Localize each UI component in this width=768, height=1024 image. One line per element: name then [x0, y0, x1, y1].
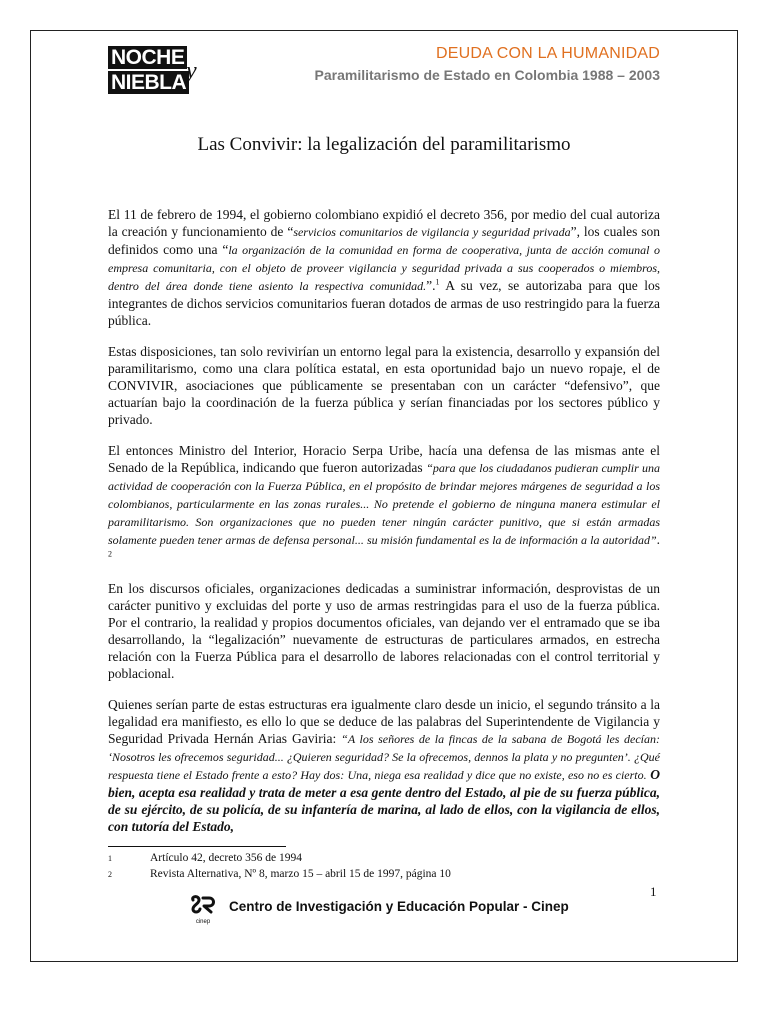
paragraph-3	[108, 442, 660, 566]
text-run: ”, los cuales son definidos como una “	[108, 224, 661, 257]
paragraph-5	[108, 696, 660, 835]
header-subtitle: Paramilitarismo de Estado en Colombia 1988 – 2003	[314, 67, 660, 83]
cinep-logo-label: cinep	[195, 919, 211, 925]
italic-quote: “para que los ciudadanos pudieran cumplir una actividad de cooperación con la Fuerza Pública, en el propósito de brindar mejores márgenes de seguridad a los colombianos, particularmente en las zonas rurales... No pretende el gobierno de ninguna manera estimular el paramilitarismo. Son organizaciones que no pueden tener ningún carácter punitivo, que si están armadas solamente pueden tener armas de defensa personal... su misión fundamental es la de información a la autoridad”	[108, 461, 660, 547]
footnote-1	[108, 852, 302, 865]
bold-italic-quote: O bien, acepta esa realidad y trata de meter a esa gente dentro del Estado, al pie de su fuerza pública, de su ejército, de su policía, de su infantería de marina, al lado de ellos, con la vigilancia de ellos, con tutoría del Estado,	[108, 767, 660, 834]
footnote-number: 1	[108, 854, 112, 863]
footnote-ref-1[interactable]: 1	[435, 277, 440, 287]
italic-quote: la organización de la comunidad en forma de cooperativa, junta de acción comunal o empresa comunitaria, con el objeto de proveer vigilancia y seguridad privada a sus cooperados o miembros, dentro del área donde tiene asiento la respectiva comunidad.	[108, 243, 660, 293]
italic-quote: “A los señores de la fincas de la sabana de Bogotá les decían: ‘Nosotros les ofrecemos seguridad... ¿Quieren seguridad? Se la ofrecemos, dennos la plata y no pregunten’. ¿Qué respuesta tiene el Estado frente a esto? Hay dos: Una, niega esa realidad y dice que no existe, eso no es cierto.	[108, 732, 660, 782]
italic-quote: servicios comunitarios de vigilancia y seguridad privada	[293, 225, 571, 239]
logo-line-2: NIEBLA	[108, 71, 189, 94]
text-run: A su vez, se autorizaba para que los integrantes de dichos servicios comunitarios fueran dotados de armas de uso restringido para la fuerza pública.	[108, 278, 660, 328]
paragraph-4: En los discursos oficiales, organizaciones dedicadas a suministrar información, desprovistas de un carácter punitivo y excluidas del porte y uso de armas restringidas para el uso de la fuerza pública. Por el contrario, la realidad y propios documentos oficiales, van dejando ver el entramado que se iba desarrollando, la “legalización” nuevamente de estructuras de particulares armados, en estrecha relación con la Fuerza Pública para el desarrollo de labores relacionadas con el control territorial y poblacional.	[108, 581, 660, 681]
noche-y-niebla-logo	[108, 46, 208, 98]
text-run: ”.	[426, 278, 436, 293]
text-run: .	[656, 532, 660, 547]
text-run: Quienes serían parte de estas estructuras era igualmente claro desde un inicio, el segundo tránsito a la legalidad era manifiesto, es ello lo que se deduce de las palabras del Superintendente de Vigilancia y Seguridad Privada Hernán Arias Gaviria:	[108, 697, 660, 746]
cinep-logo-icon	[189, 894, 217, 926]
footnote-text: Revista Alternativa, Nº 8, marzo 15 – abril 15 de 1997, página 10	[150, 868, 451, 880]
footnote-number: 2	[108, 870, 112, 879]
footnote-2	[108, 868, 451, 881]
logo-connector: y	[186, 58, 197, 84]
paragraph-1	[108, 206, 660, 329]
document-body	[108, 206, 660, 849]
footer-organization: Centro de Investigación y Educación Popular - Cinep	[229, 899, 569, 914]
paragraph-2: Estas disposiciones, tan solo revivirían un entorno legal para la existencia, desarrollo y expansión del paramilitarismo, como una clara política estatal, en esta oportunidad bajo un nuevo ropaje, el de CONVIVIR, asociaciones que públicamente se presentaban con un carácter “defensivo”, que actuarían bajo la coordinación de la fuerza pública y serían financiadas por los sectores público y privado.	[108, 344, 660, 427]
footnote-ref-2[interactable]: 2	[108, 549, 112, 559]
document-title: Las Convivir: la legalización del paramilitarismo	[197, 134, 571, 155]
text-run: El 11 de febrero de 1994, el gobierno colombiano expidió el decreto 356, por medio del cual autoriza la creación y funcionamiento de “	[108, 207, 660, 239]
footnote-divider	[108, 846, 286, 847]
page-number: 1	[650, 884, 657, 899]
logo-line-1: NOCHE	[108, 46, 187, 69]
header-title: DEUDA CON LA HUMANIDAD	[436, 45, 660, 62]
footnote-text: Artículo 42, decreto 356 de 1994	[150, 852, 303, 864]
text-run: El entonces Ministro del Interior, Horacio Serpa Uribe, hacía una defensa de las mismas ante el Senado de la República, indicando que fueron autorizadas	[108, 443, 660, 475]
